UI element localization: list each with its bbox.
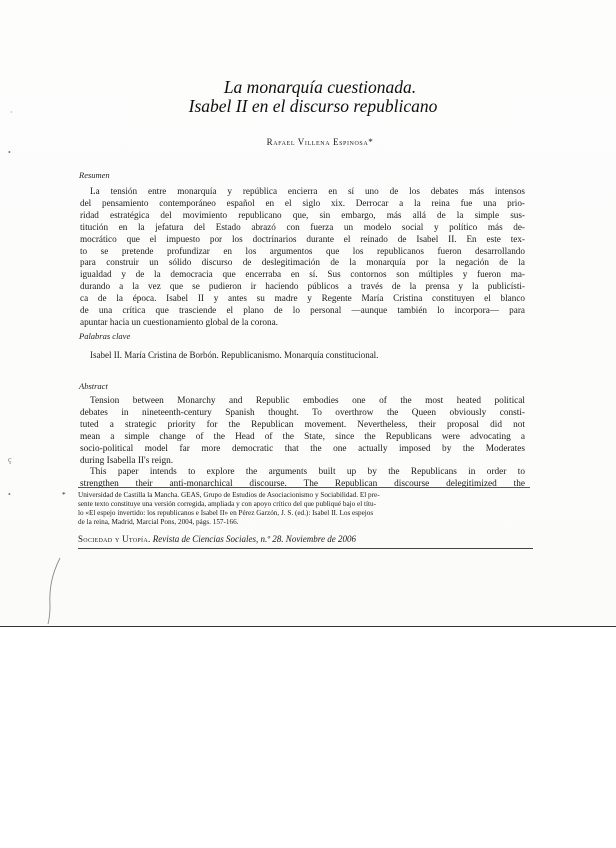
abstract-heading: Abstract <box>79 381 108 391</box>
resumen-line: del pensamiento contemporáneo español en el siglo xix. Derrocar a la reina fue una prio- <box>80 197 525 208</box>
resumen-body <box>80 186 525 329</box>
footnote-line: lo «El espejo invertido: los republicanos e Isabel II» en Pérez Garzón, J. S. (ed.): Isabel II. Los espejos <box>78 509 374 517</box>
margin-speck: ç <box>8 455 12 464</box>
pencil-mark <box>44 556 64 626</box>
scanner-bed-area <box>0 626 616 848</box>
footnote-line: Universidad de Castilla la Mancha. GEAS, Grupo de Estudios de Asociacionismo y Sociabilidad. El pre- <box>78 491 380 499</box>
resumen-line: to se pretende profundizar en los argumentos que los republicanos fueron desarrollando <box>80 245 525 256</box>
resumen-line: La tensión entre monarquía y república encierra en sí uno de los debates más intensos <box>90 186 525 196</box>
margin-speck: • <box>8 148 11 157</box>
keywords-heading: Palabras clave <box>79 331 131 341</box>
margin-speck: · <box>10 108 13 117</box>
resumen-line: durando a la vez que se pudieron ir haciendo públicos a través de la prensa y la publicísti- <box>80 281 525 292</box>
journal-issue: Revista de Ciencias Sociales, n.º 28. Noviembre de 2006 <box>152 534 356 544</box>
resumen-line: apuntar hacia un cuestionamiento global de la corona. <box>80 316 278 327</box>
abstract-line: socio-political model far more democratic that the one actually imposed by the Moderates <box>80 443 525 454</box>
footer-rule <box>78 548 533 549</box>
resumen-line: titución en la jefatura del Estado abrazó con fuerza un modelo social y político más de- <box>80 221 525 232</box>
footnote-line: de la reina, Madrid, Marcial Pons, 2004, págs. 157-166. <box>78 518 239 526</box>
resumen-line: ridad estratégica del movimiento republicano que, sin embargo, más allá de la simple sus- <box>80 209 525 220</box>
abstract-body <box>80 396 525 491</box>
footnote <box>62 491 528 527</box>
article-title-line-1: La monarquía cuestionada. <box>223 77 417 97</box>
resumen-line: de una crítica que trasciende el plano de lo personal —aunque también lo incorpora— para <box>80 305 525 316</box>
abstract-line: Tension between Monarchy and Republic embodies one of the most heated political <box>90 396 525 406</box>
resumen-line: para construir un sólido discurso de deslegitimación de la monarquía por la negación de la <box>80 257 525 268</box>
abstract-line: mean a simple change of the Head of the State, since the Republicans were advocating a <box>80 431 525 442</box>
journal-name: Sociedad y Utopía. <box>78 534 151 544</box>
resumen-line: mocrático que el impuesto por los doctrinarios durante el reinado de Isabel II. En este tex- <box>80 233 525 244</box>
abstract-line: debates in nineteenth-century Spanish thought. To overthrow the Queen obviously consti- <box>80 407 525 418</box>
journal-citation <box>78 534 538 544</box>
resumen-line: ca de la época. Isabel II y antes su madre y Regente María Cristina constituyen el blanco <box>80 293 525 304</box>
footnote-line: sente texto constituye una versión corregida, ampliada y con apoyo crítico del que publiqué bajo el títu- <box>78 500 376 508</box>
abstract-line: during Isabella II's reign. <box>80 455 174 466</box>
author-name: Rafael Villena Espinosa* <box>266 137 374 147</box>
abstract-line: strengthen their anti-monarchical discourse. The Republican discourse delegitimized the <box>80 479 525 490</box>
resumen-heading: Resumen <box>79 170 110 180</box>
abstract-line: tuted a strategic priority for the Republican movement. Nevertheless, their proposal did not <box>80 419 525 430</box>
margin-speck: • <box>8 490 11 499</box>
footnote-marker: * <box>62 491 66 499</box>
footnote-separator <box>78 487 530 488</box>
resumen-line: igualdad y de la democracia que encerraba en sí. Sus contornos son múltiples y fueron ma- <box>80 269 525 280</box>
abstract-line: This paper intends to explore the arguments built up by the Republicans in order to <box>90 467 525 478</box>
keywords-text: Isabel II. María Cristina de Borbón. Republicanismo. Monarquía constitucional. <box>90 350 379 360</box>
article-title-line-2: Isabel II en el discurso republicano <box>188 96 438 116</box>
page-bottom-edge <box>0 626 616 627</box>
